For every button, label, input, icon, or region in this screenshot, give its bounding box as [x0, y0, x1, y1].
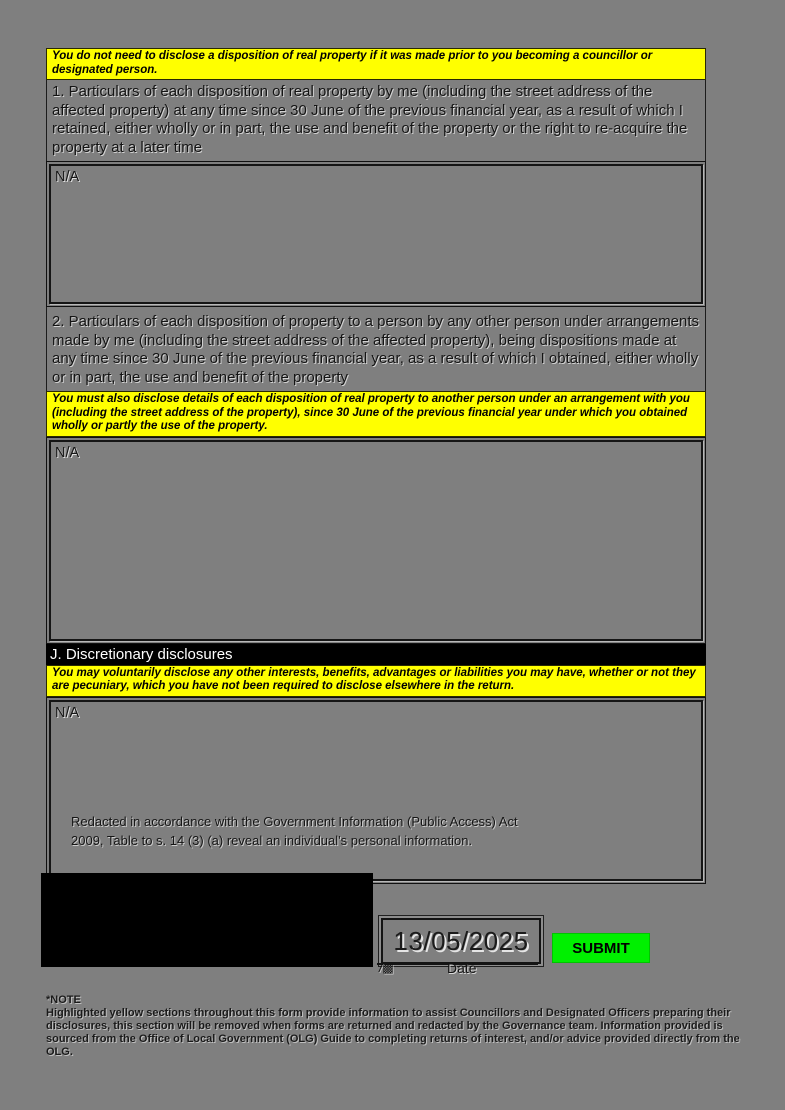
date-field[interactable]: 13/05/2025: [381, 918, 541, 964]
section2-field-row: [46, 437, 706, 644]
note-disposition-arrangement: You must also disclose details of each disposition of real property to another person under an arrangement with you (including the street address of the property), since 30 June of the previous financial year under which you obtained wholly or partly the use of the property.: [46, 391, 706, 437]
sectionJ-header: J. Discretionary disclosures: [46, 644, 706, 665]
footnote: [46, 994, 744, 1059]
date-label: Date: [447, 960, 477, 976]
disclosure-form: [46, 48, 706, 884]
section1-heading: 1. Particulars of each disposition of real property by me (including the street address of the affected property) at any time since 30 June of the previous financial year, as a result of which I retained, either wholly or in part, the use and benefit of the property or the right to re-acquire the property at a later time: [46, 80, 706, 161]
redacted-stamp-icon: /▩: [379, 961, 394, 975]
sectionJ-textarea[interactable]: [49, 700, 703, 881]
section2-value: N/A: [55, 444, 80, 461]
sectionJ-field-row: [46, 697, 706, 884]
note-discretionary: You may voluntarily disclose any other interests, benefits, advantages or liabilities you may have, whether or not they are pecuniary, which you have not been required to disclose elsewhere in the return.: [46, 665, 706, 697]
footnote-body: Highlighted yellow sections throughout this form provide information to assist Councillors and Designated Officers preparing their disclosures, this section will be removed when forms are returned and redacted by the Governance team. Information provided is sourced from the Office of Local Government (OLG) Guide to completing returns of interest, and/or advice provided directly from the OLG.: [46, 1007, 740, 1058]
section2-textarea[interactable]: [49, 440, 703, 641]
submit-button[interactable]: SUBMIT: [552, 933, 650, 963]
section1-value: N/A: [55, 169, 80, 185]
section1-field-row: [46, 161, 706, 307]
section2-heading: 2. Particulars of each disposition of property to a person by any other person under arrangements made by me (including the street address of the affected property), being dispositions made at any time since 30 June of the previous financial year, as a result of which I obtained, either wholly or in part, the use and benefit of the property: [46, 307, 706, 391]
note-disposition-exemption: You do not need to disclose a disposition of real property if it was made prior to you becoming a councillor or designated person.: [46, 48, 706, 80]
redaction-notice: Redacted in accordance with the Government Information (Public Access) Act 2009, Table to s. 14 (3) (a) reveal an individual's personal information.: [71, 813, 518, 848]
section1-textarea[interactable]: [49, 164, 703, 304]
redacted-signature-block: [41, 873, 373, 967]
sectionJ-value: N/A: [55, 704, 80, 721]
footnote-title: *NOTE: [46, 994, 81, 1006]
